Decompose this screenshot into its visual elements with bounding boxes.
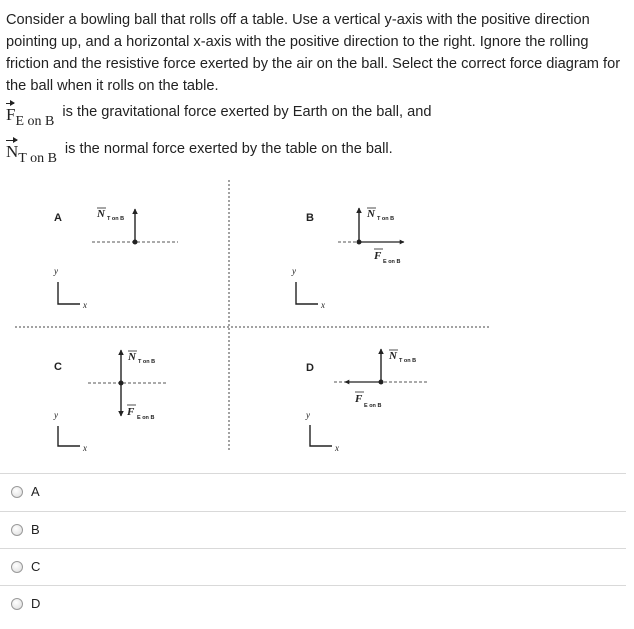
panel-b-normal-sub: T on B: [377, 216, 395, 222]
option-b-label[interactable]: B: [31, 522, 40, 537]
panel-d-y-label: y: [306, 410, 310, 420]
option-d[interactable]: [0, 585, 626, 624]
panel-a-normal-sub: T on B: [107, 216, 125, 222]
panel-a-x-label: x: [83, 300, 87, 310]
panel-b-normal-label: N: [367, 208, 375, 220]
panel-a-letter: A: [54, 212, 62, 224]
panel-d-x-label: x: [335, 443, 339, 453]
panel-d-normal-label: N: [389, 350, 397, 362]
panel-d: [305, 349, 428, 453]
option-a[interactable]: [0, 473, 626, 512]
panel-c-gravity-sub: E on B: [137, 415, 155, 421]
panel-a-axes: [58, 282, 80, 304]
panel-c-x-label: x: [83, 443, 87, 453]
panel-d-axes: [310, 425, 332, 446]
panel-b-gravity-label: F: [374, 250, 382, 262]
option-d-radio[interactable]: [11, 598, 23, 610]
question-text: Consider a bowling ball that rolls off a table. Use a vertical y-axis with the positive direction pointing up, and a horizontal x-axis with the positive direction to the right. Ignore the rolling friction and the resistive force exerted by the air on the ball. Select the correct force diagram for the ball when it rolls on the table.: [6, 12, 621, 94]
gravitational-force-symbol: $F_{E on B}$: [6, 105, 55, 129]
panel-c-y-label: y: [54, 410, 58, 420]
definition-gravitational-force: $F_{E on B}is$ the gravitational force exerted by Earth on the ball, and: [6, 104, 432, 129]
panel-b-letter: B: [306, 212, 314, 224]
option-a-label[interactable]: A: [31, 484, 40, 499]
option-c-label[interactable]: C: [31, 559, 41, 574]
panel-a: [53, 208, 178, 310]
panel-a-y-label: y: [54, 266, 58, 276]
option-a-radio[interactable]: [11, 486, 23, 498]
panel-b-y-label: y: [292, 266, 296, 276]
panel-d-normal-sub: T on B: [399, 358, 417, 364]
panel-d-gravity-sub: E on B: [364, 403, 382, 409]
panel-a-normal-label: N: [97, 208, 105, 220]
normal-force-symbol: $N_{T on B}$: [6, 142, 57, 166]
option-b[interactable]: [0, 511, 626, 550]
option-b-radio[interactable]: [11, 524, 23, 536]
panel-c-axes: [58, 426, 80, 446]
panel-b-x-label: x: [321, 300, 325, 310]
panel-c: [53, 350, 168, 453]
panel-c-gravity-label: F: [127, 406, 135, 418]
option-c[interactable]: [0, 548, 626, 587]
panel-d-gravity-label: F: [355, 393, 363, 405]
panel-b-axes: [296, 282, 318, 304]
option-c-radio[interactable]: [11, 561, 23, 573]
panel-b-gravity-sub: E on B: [383, 259, 401, 265]
definition-normal-force: $N_{T on B}is$ the normal force exerted by the table on the ball.: [6, 141, 393, 166]
option-d-label[interactable]: D: [31, 596, 41, 611]
force-diagram-figure: [0, 170, 634, 470]
panel-d-letter: D: [306, 362, 314, 374]
panel-b: [291, 208, 404, 310]
panel-c-normal-label: N: [128, 351, 136, 363]
panel-c-letter: C: [54, 361, 62, 373]
panel-c-normal-sub: T on B: [138, 359, 156, 365]
